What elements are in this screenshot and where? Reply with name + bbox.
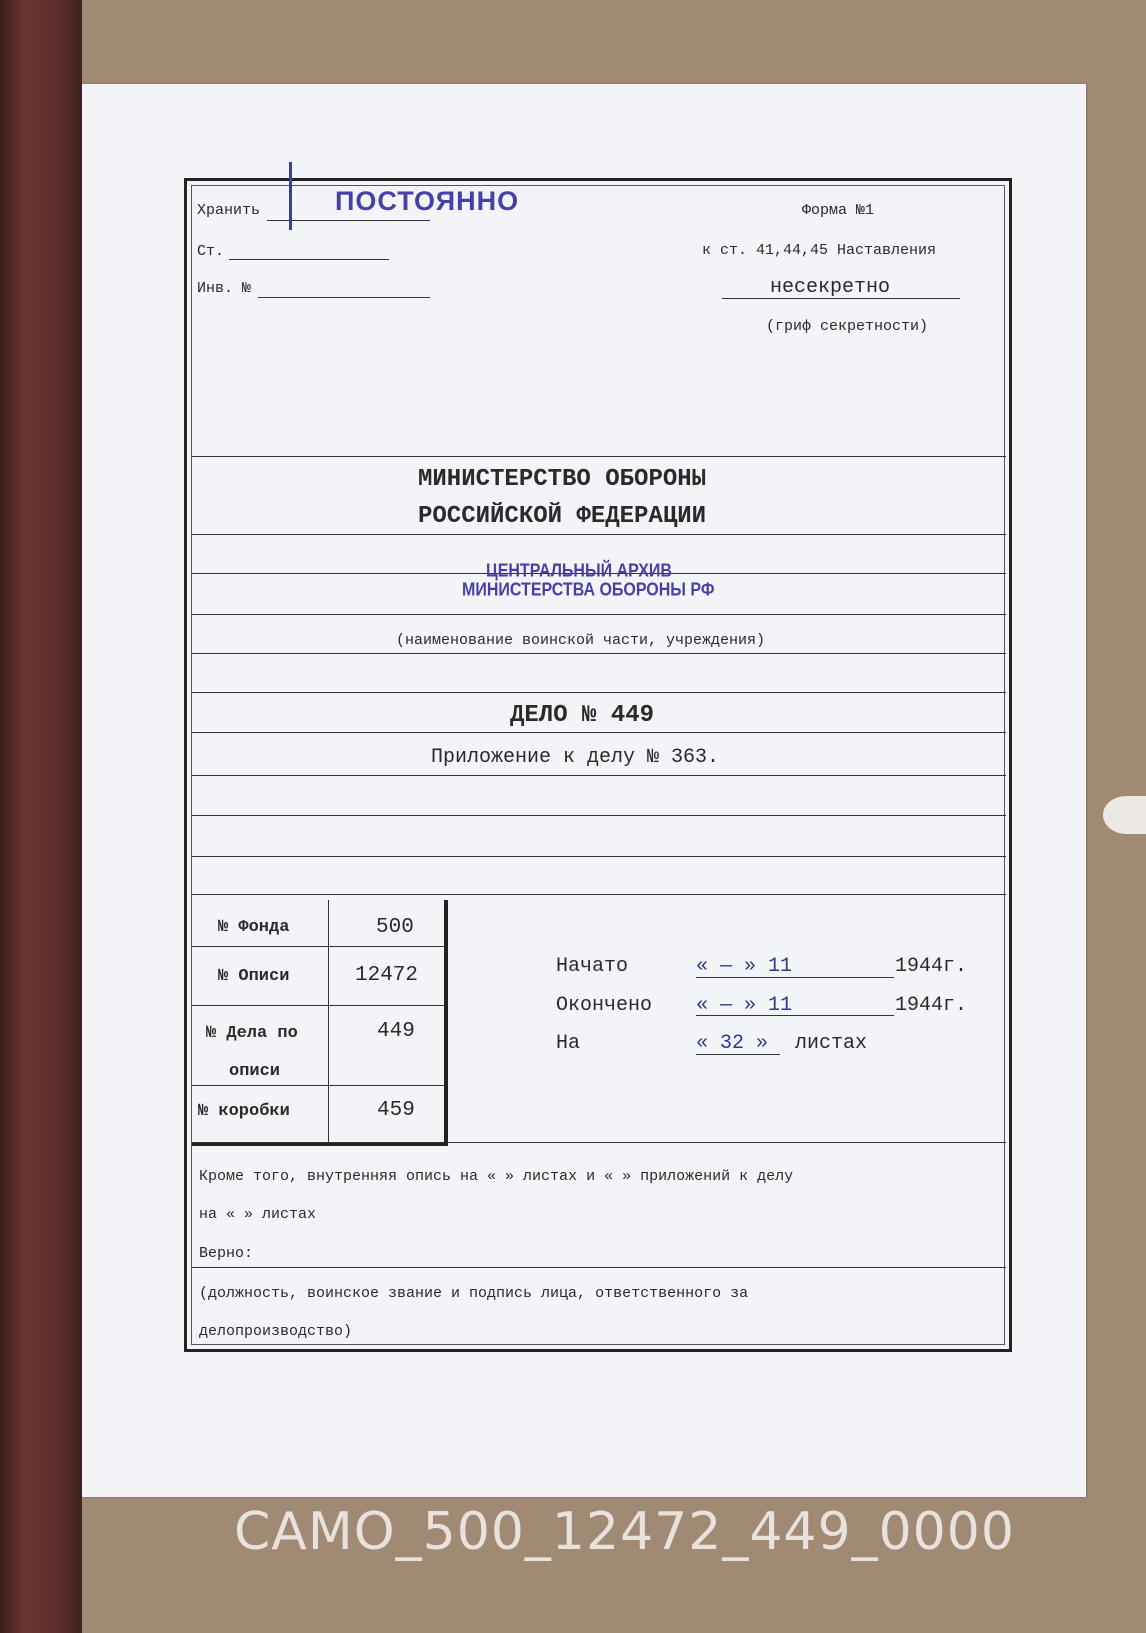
case-title: ДЕЛО № 449: [510, 702, 655, 729]
opis-value: 12472: [355, 964, 419, 987]
form-rule: [192, 1267, 1006, 1268]
inv-underline: [258, 297, 430, 298]
position-caption-line2: делопроизводство): [199, 1323, 353, 1340]
delo-value: 449: [377, 1020, 415, 1043]
inventory-line1: Кроме того, внутренняя опись на « » листах и « » приложений к делу: [199, 1168, 794, 1185]
archive-filename: САМО_500_12472_449_0000: [234, 1502, 1015, 1562]
form-rule: [192, 692, 1006, 693]
st-underline: [229, 259, 389, 260]
fond-value: 500: [376, 916, 414, 939]
started-value: « — » 11: [696, 955, 793, 978]
ended-label: Окончено: [556, 994, 653, 1017]
inv-label: Инв. №: [197, 280, 252, 297]
table-row-divider: [192, 1005, 444, 1006]
inventory-line2: на « » листах: [199, 1206, 317, 1223]
keep-label: Хранить: [197, 202, 261, 219]
binder-clip: [1103, 796, 1146, 834]
form-rule: [192, 815, 1006, 816]
box-label: № коробки: [198, 1102, 290, 1121]
started-year: 1944г.: [895, 955, 968, 978]
secrecy-caption: (гриф секретности): [766, 318, 929, 335]
form-label: Форма №1: [802, 202, 875, 219]
form-rule: [192, 894, 1006, 895]
table-col-divider: [328, 900, 329, 1143]
delo-label-line1: № Дела по: [206, 1024, 298, 1043]
table-row-divider: [192, 1085, 444, 1086]
binder-spine: [0, 0, 82, 1633]
form-rule: [192, 653, 1006, 654]
ended-value: « — » 11: [696, 994, 793, 1017]
table-row-divider: [192, 946, 444, 947]
secrecy-underline: [722, 298, 960, 299]
form-rule: [192, 534, 1006, 535]
position-caption-line1: (должность, воинское звание и подпись лица, ответственного за: [199, 1285, 749, 1302]
started-label: Начато: [556, 955, 629, 978]
form-rule: [192, 614, 1006, 615]
org-title-line1: МИНИСТЕРСТВО ОБОРОНЫ: [418, 466, 707, 493]
form-rule: [192, 856, 1006, 857]
sheets-on-label: На: [556, 1032, 581, 1055]
st-label: Ст.: [197, 243, 225, 260]
delo-label-line2: описи: [229, 1062, 281, 1081]
started-underline: [696, 977, 894, 978]
sheets-underline: [696, 1054, 780, 1055]
form-rule: [192, 732, 1006, 733]
form-rule: [192, 775, 1006, 776]
keep-stamp: ПОСТОЯННО: [335, 186, 520, 216]
case-appendix: Приложение к делу № 363.: [431, 746, 720, 769]
form-rule: [192, 456, 1006, 457]
archive-stamp-line2: МИНИСТЕРСТВА ОБОРОНЫ РФ: [462, 580, 715, 601]
article-ref: к ст. 41,44,45 Наставления: [702, 242, 937, 259]
opis-label: № Описи: [218, 967, 290, 986]
spine-edge: [8, 0, 12, 1633]
box-value: 459: [377, 1099, 415, 1122]
archive-stamp-line1: ЦЕНТРАЛЬНЫЙ АРХИВ: [486, 561, 672, 582]
ended-year: 1944г.: [895, 994, 968, 1017]
ended-underline: [696, 1015, 894, 1016]
sheets-label: листах: [795, 1032, 868, 1055]
verified-label: Верно:: [199, 1245, 254, 1262]
org-title-line2: РОССИЙСКОЙ ФЕДЕРАЦИИ: [418, 503, 707, 530]
secrecy-value: несекретно: [770, 276, 891, 299]
sheets-value: « 32 »: [696, 1032, 769, 1055]
fond-label: № Фонда: [218, 918, 290, 937]
ink-mark: [289, 162, 292, 230]
unit-caption: (наименование воинской части, учреждения): [396, 632, 766, 649]
